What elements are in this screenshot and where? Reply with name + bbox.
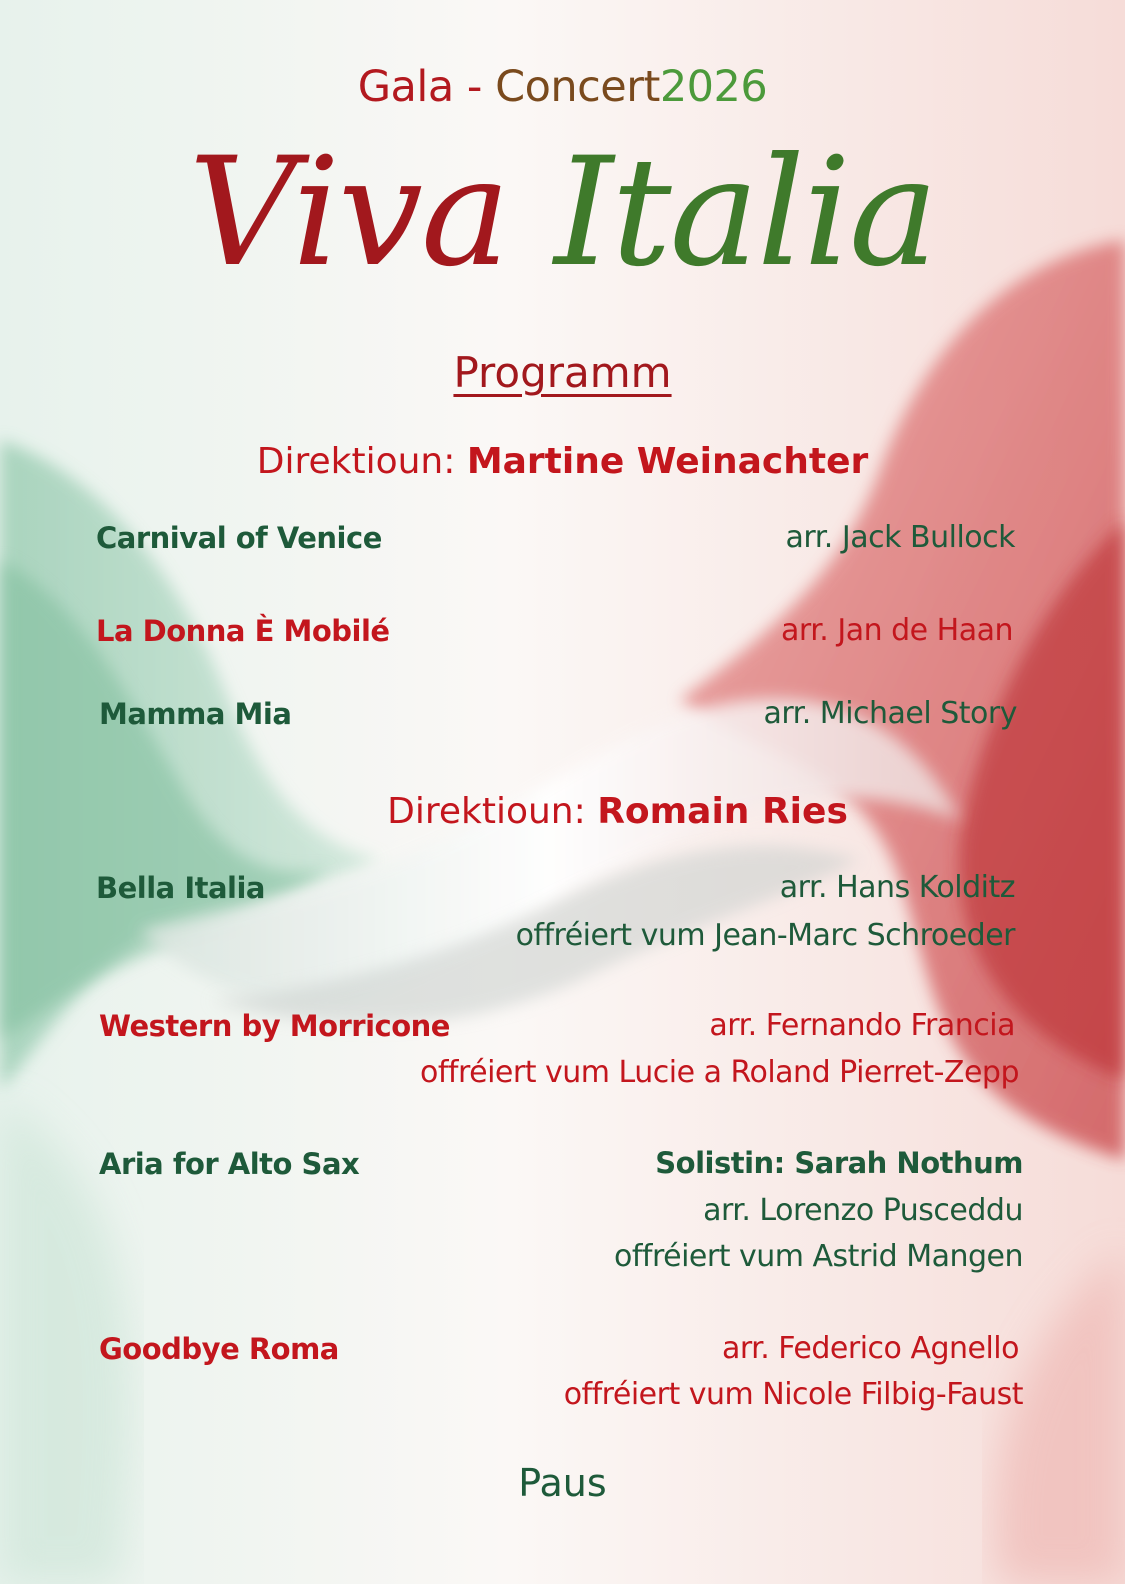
piece-arranger: arr. Federico Agnello — [721, 1331, 1019, 1366]
direction-line-1 — [0, 441, 1125, 482]
piece-arranger: arr. Fernando Francia — [709, 1008, 1015, 1043]
direction-line-2 — [0, 791, 1125, 832]
piece-arranger: arr. Jack Bullock — [785, 520, 1015, 555]
piece-title: Bella Italia — [96, 871, 265, 905]
subtitle-year: 2026 — [659, 62, 768, 112]
piece-sponsor: offréiert vum Jean-Marc Schroeder — [515, 918, 1015, 953]
piece-soloist: Solistin: Sarah Nothum — [655, 1146, 1023, 1180]
intermission-label: Paus — [518, 1461, 607, 1505]
direction-label: Direktioun: — [256, 441, 456, 482]
director-name: Romain Ries — [597, 791, 848, 832]
director-name: Martine Weinachter — [466, 441, 869, 482]
piece-sponsor: offréiert vum Astrid Mangen — [613, 1239, 1023, 1274]
subtitle-gala: Gala — [357, 62, 454, 112]
subtitle-dash: - — [466, 62, 482, 112]
piece-arranger: arr. Jan de Haan — [781, 613, 1013, 648]
event-title — [0, 126, 1125, 300]
piece-title: Carnival of Venice — [96, 521, 382, 555]
event-subtitle — [0, 62, 1125, 112]
programm-heading: Programm — [453, 348, 672, 397]
piece-arranger: arr. Lorenzo Pusceddu — [703, 1193, 1023, 1228]
piece-title: Western by Morricone — [99, 1009, 450, 1043]
subtitle-concert: Concert — [495, 62, 660, 112]
piece-sponsor: offréiert vum Lucie a Roland Pierret-Zepp — [419, 1055, 1019, 1090]
piece-sponsor: offréiert vum Nicole Filbig-Faust — [563, 1377, 1023, 1412]
direction-label: Direktioun: — [387, 791, 586, 832]
title-word-viva: Viva — [188, 126, 509, 300]
piece-title: La Donna È Mobilé — [96, 614, 390, 648]
title-word-italia: Italia — [554, 126, 937, 300]
piece-title: Goodbye Roma — [99, 1332, 339, 1366]
piece-title: Mamma Mia — [99, 697, 292, 731]
piece-arranger: arr. Hans Kolditz — [779, 870, 1015, 905]
piece-arranger: arr. Michael Story — [763, 696, 1017, 731]
piece-title: Aria for Alto Sax — [99, 1147, 360, 1181]
